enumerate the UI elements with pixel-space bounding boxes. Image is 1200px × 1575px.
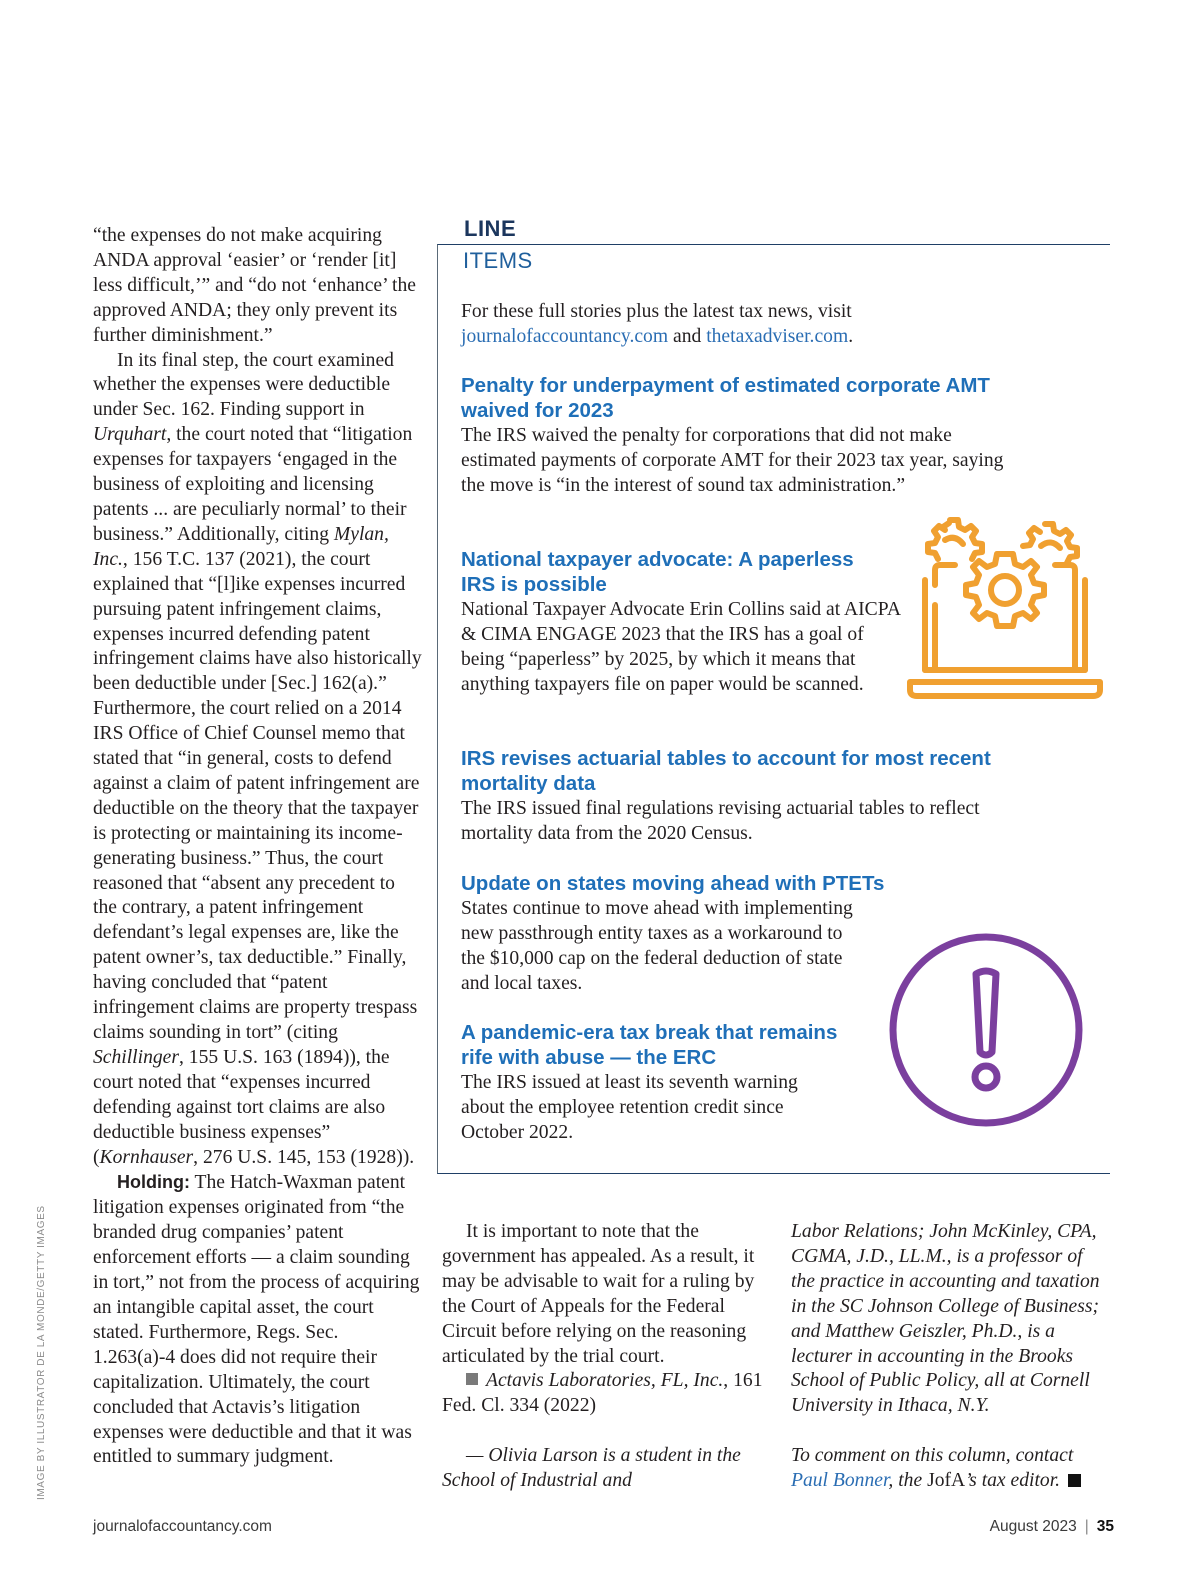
line-item-heading[interactable]: IRS revises actuarial tables to account for most recent mortality data bbox=[461, 747, 991, 795]
line-item-body: States continue to move ahead with implementing new passthrough entity taxes as a workaround to the $10,000 cap on the federal deduction of state and local taxes. bbox=[461, 898, 853, 994]
case-name: Mylan, Inc. bbox=[93, 523, 389, 570]
line-item-2 bbox=[461, 547, 901, 697]
line-item-body: The IRS issued at least its seventh warning about the employee retention credit since October 2022. bbox=[461, 1072, 798, 1143]
case-citation bbox=[442, 1369, 772, 1419]
line-item-heading[interactable]: Penalty for underpayment of estimated corporate AMT waived for 2023 bbox=[461, 374, 990, 422]
journalofaccountancy-link[interactable]: journalofaccountancy.com bbox=[461, 326, 669, 347]
holding-text: The Hatch-Waxman patent litigation expenses originated from “the branded drug companies’ patent enforcement efforts — a claim sounding in tort,” not from the process of acquiring an intangible capital asset, the court stated. Furthermore, Regs. Sec. 1.263(a)-4 does did not require their capitalization. Ultimately, the court concluded that Actavis’s litigation expenses were deductible and that it was entitled to summary judgment. bbox=[93, 1172, 420, 1468]
text-run: , 276 U.S. 145, 153 (1928)). bbox=[193, 1146, 415, 1168]
footer-page-info bbox=[990, 1518, 1114, 1536]
case-cite: , 161 Fed. Cl. 334 (2022) bbox=[442, 1370, 763, 1417]
left-paragraph-1: “the expenses do not make acquiring ANDA approval ‘easier’ or ‘render [it] less difficult,’” and “do not ‘enhance’ the approved ANDA; they only prevent its further diminishment.” bbox=[93, 225, 416, 346]
text-run: , 156 T.C. 137 (2021), the court explained that “[l]ike expenses incurred pursuing patent infringement claims, expenses incurred defending patent infringement claims have also historically been deductible under [Sec.] 162(a).” Furthermore, the court relied on a 2014 IRS Office of Chief Counsel memo that stated that “in general, costs to defend against a claim of patent infringement are deductible on the theory that the taxpayer is protecting or maintaining its income-generating business.” Thus, the court reasoned that “absent any precedent to the contrary, a patent infringement defendant’s legal expenses are, like the patent owner’s, tax deductible.” Finally, having concluded that “patent infringement claims are property trespass claims sounding in tort” (citing bbox=[93, 548, 422, 1043]
line-item-body: The IRS issued final regulations revising actuarial tables to reflect mortality data from the 2020 Census. bbox=[461, 798, 980, 844]
line-items-title-items: ITEMS bbox=[463, 248, 533, 273]
line-item-3 bbox=[461, 746, 1021, 846]
middle-column bbox=[442, 1220, 772, 1494]
page-number: 35 bbox=[1096, 1518, 1114, 1535]
holding-label: Holding: bbox=[117, 1172, 190, 1193]
image-credit: IMAGE BY ILLUSTRATOR DE LA MONDE/GETTY IMAGES bbox=[36, 1205, 47, 1500]
text-run: , the court noted that “litigation expenses for taxpayers ‘engaged in the business of exploiting and licensing patents ... are peculiarly normal’ to their business.” Additionally, citing bbox=[93, 424, 413, 545]
line-item-heading[interactable]: National taxpayer advocate: A paperless IRS is possible bbox=[461, 548, 854, 596]
square-bullet-icon bbox=[466, 1373, 478, 1385]
exclamation-circle-icon bbox=[888, 932, 1084, 1128]
line-items-title-line: LINE bbox=[464, 216, 517, 241]
paul-bonner-link[interactable]: Paul Bonner bbox=[791, 1470, 889, 1492]
jofa-name: JofA bbox=[927, 1470, 966, 1492]
right-column bbox=[791, 1220, 1111, 1494]
left-column bbox=[93, 224, 423, 1470]
footer-divider: | bbox=[1084, 1518, 1089, 1535]
line-item-body: National Taxpayer Advocate Erin Collins said at AICPA & CIMA ENGAGE 2023 that the IRS has a goal of being “paperless” by 2025, by which it means that anything taxpayers file on paper would be scanned. bbox=[461, 599, 900, 695]
case-name: Actavis Laboratories, FL, Inc. bbox=[486, 1370, 724, 1392]
case-name: Urquhart bbox=[93, 424, 167, 446]
line-item-heading[interactable]: A pandemic-era tax break that remains rife with abuse — the ERC bbox=[461, 1021, 838, 1069]
intro-text: . bbox=[848, 326, 854, 347]
laptop-gears-icon bbox=[905, 510, 1105, 700]
text-run: In its final step, the court examined whether the expenses were deductible under Sec. 162. Finding support in bbox=[93, 349, 394, 421]
left-paragraph-2 bbox=[93, 349, 423, 1171]
comment-text: To comment on this column, contact bbox=[791, 1445, 1074, 1467]
line-item-body: The IRS waived the penalty for corporations that did not make estimated payments of corporate AMT for their 2023 tax year, saying the move is “in the interest of sound tax administration.” bbox=[461, 425, 1004, 496]
author-bio: Labor Relations; John McKinley, CPA, CGMA, J.D., LL.M., is a professor of the practice in accounting and taxation in the SC Johnson College of Business; and Matthew Geiszler, Ph.D., is a lecturer in accounting in the Brooks School of Public Policy, all at Cornell University in Ithaca, N.Y. bbox=[791, 1221, 1100, 1417]
footer-date: August 2023 bbox=[989, 1518, 1077, 1535]
middle-paragraph: It is important to note that the government has appealed. As a result, it may be advisable to wait for a ruling by the Court of Appeals for the Federal Circuit before relying on the reasoning articulated by the trial court. bbox=[442, 1221, 755, 1367]
line-item-4 bbox=[461, 871, 901, 996]
comment-text: , the bbox=[888, 1470, 928, 1492]
case-name: Schillinger bbox=[93, 1046, 179, 1068]
line-item-5 bbox=[461, 1020, 881, 1145]
line-item-1 bbox=[461, 373, 1006, 498]
footer-site[interactable]: journalofaccountancy.com bbox=[93, 1518, 272, 1535]
thetaxadviser-link[interactable]: thetaxadviser.com bbox=[706, 326, 849, 347]
intro-text: and bbox=[668, 326, 707, 347]
holding-paragraph bbox=[93, 1170, 423, 1470]
byline: — Olivia Larson is a student in the School of Industrial and bbox=[442, 1445, 741, 1492]
text-run: , 155 U.S. 163 (1894)), the court noted that “expenses incurred defending against tort claims are also deductible business expenses” ( bbox=[93, 1046, 390, 1168]
case-name: Kornhauser bbox=[99, 1146, 194, 1168]
intro-text: For these full stories plus the latest tax news, visit bbox=[461, 301, 852, 322]
comment-note bbox=[791, 1444, 1111, 1494]
line-items-intro bbox=[461, 299, 881, 349]
comment-text: ’s tax editor. bbox=[965, 1470, 1061, 1492]
line-item-heading[interactable]: Update on states moving ahead with PTETs bbox=[461, 872, 885, 895]
end-mark-icon bbox=[1068, 1474, 1081, 1487]
